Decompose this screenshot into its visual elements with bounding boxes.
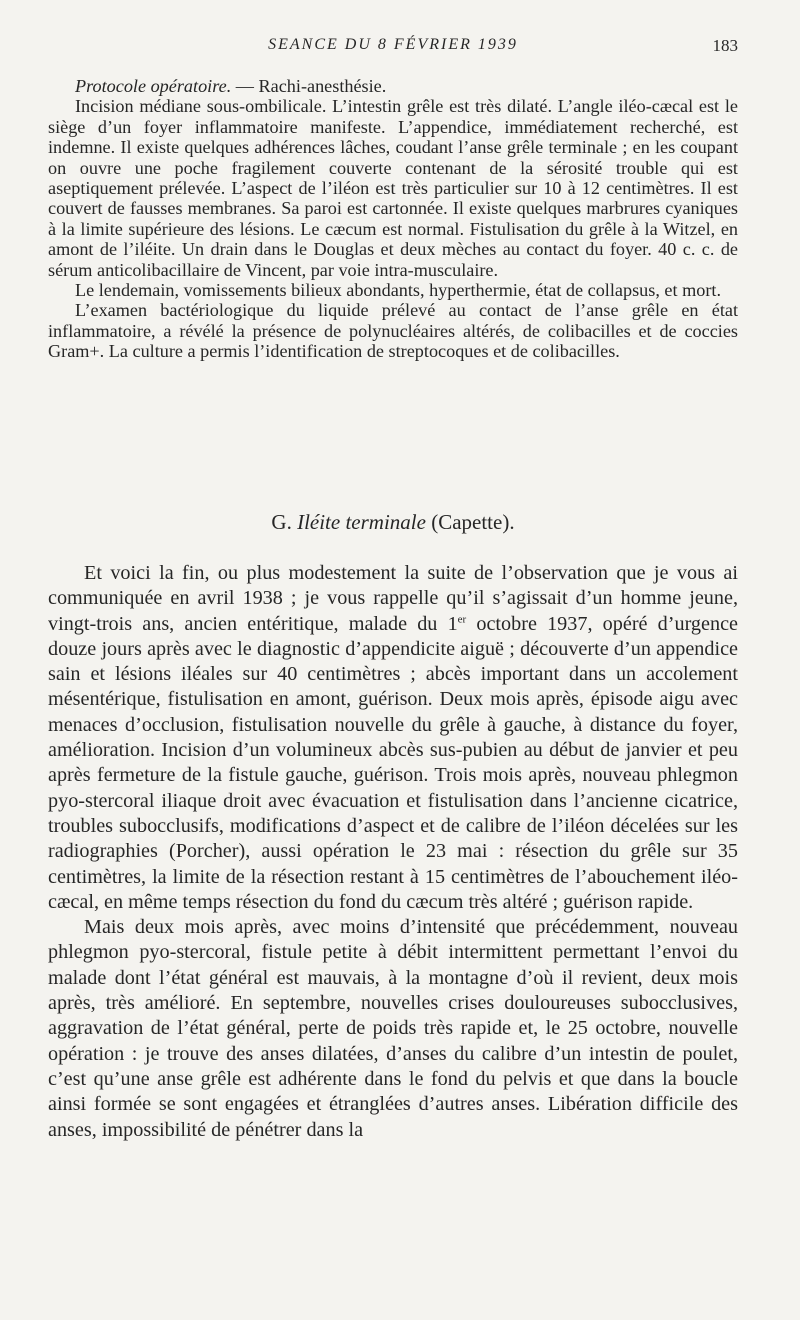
page-number: 183 bbox=[712, 36, 738, 55]
protocol-title-paragraph bbox=[48, 76, 738, 96]
ordinal-superscript: er bbox=[457, 612, 467, 625]
protocol-paragraph: Le lendemain, vomissements bilieux abondants, hyperthermie, état de collapsus, et mort. bbox=[75, 280, 721, 301]
section-letter: G. bbox=[271, 510, 292, 534]
protocol-label: Protocole opératoire. bbox=[75, 76, 232, 96]
protocol-anesthesia: — Rachi-anesthésie. bbox=[231, 76, 387, 96]
page-header bbox=[48, 34, 738, 58]
body-paragraph: Mais deux mois après, avec moins d’intensité que précédemment, nouveau phlegmon pyo-stercoral, fistule petite à débit intermittent permettant l’envoi du malade dont l’état général est mauvais, à la montagne d’où il revient, deux mois après, très amélioré. En septembre, nouvelles crises douloureuses subocclusives, aggravation de l’état général, perte de poids très rapide et, le 25 octobre, nouvelle opération : je trouve des anses dilatées, d’anses du calibre d’un intestin de poulet, c’est qu’une anse grêle est adhérente dans le fond du pelvis et que dans la boucle ainsi formée se sont engagées et étranglées d’autres anses. Libération difficile des anses, impossibilité de pénétrer dans la bbox=[48, 916, 738, 1141]
section-author: (Capette). bbox=[431, 510, 515, 534]
body-text: octobre 1937, opéré d’urgence douze jours après avec le diagnostic d’appendicite aiguë ; découverte d’un appendice sain et lésions iléales sur 40 centimètres ; abcès important dans un accolement mésentérique, fistulisation en amont, guérison. Deux mois après, épisode aigu avec menaces d’occlusion, fistulisation nouvelle du grêle à gauche, à distance du foyer, amélioration. Incision d’un volumineux abcès sus-pubien au début de janvier et peu après fermeture de la fistule gauche, guérison. Trois mois après, nouveau phlegmon pyo-stercoral iliaque droit avec évacuation et fistulisation dans l’ancienne cicatrice, troubles subocclusifs, modifications d’aspect et de calibre de l’iléon décelées sur les radiographies (Porcher), aussi opération le 23 mai : résection du grêle sur 35 centimètres, la limite de la résection restant à 15 centimètres de l’abouchement iléo-cæcal, en même temps résection du fond du cæcum très altéré ; guérison rapide. bbox=[48, 612, 738, 913]
protocol-paragraph: L’examen bactériologique du liquide prélevé au contact de l’anse grêle en état inflammatoire, a révélé la présence de polynucléaires altérés, de colibacilles et de coccies Gram+. La culture a permis l’identification de streptocoques et de colibacilles. bbox=[48, 300, 738, 362]
section-heading bbox=[48, 510, 738, 535]
protocol-section bbox=[48, 76, 738, 362]
protocol-paragraph: Incision médiane sous-ombilicale. L’intestin grêle est très dilaté. L’angle iléo-cæcal est le siège d’un foyer inflammatoire manifeste. L’appendice, immédiatement recherché, est indemne. Il existe quelques adhérences lâches, coudant l’anse grêle terminale ; en les coupant on ouvre une poche fragilement couverte contenant de la sérosité trouble qui est aseptiquement prélevée. L’aspect de l’iléon est très particulier sur 10 à 12 centimètres. Il est couvert de fausses membranes. Sa paroi est cartonnée. Il existe quelques marbrures cyaniques à la limite supérieure des lésions. Le cæcum est normal. Fistulisation du grêle à la Witzel, en amont de l’iléite. Un drain dans le Douglas et deux mèches au contact du foyer. 40 c. c. de sérum anticolibacillaire de Vincent, par voie intra-musculaire. bbox=[48, 96, 738, 280]
observation-body bbox=[48, 561, 738, 1143]
section-title: Iléite terminale bbox=[297, 510, 426, 534]
running-head: SEANCE DU 8 FÉVRIER 1939 bbox=[268, 36, 518, 53]
body-paragraph bbox=[48, 561, 738, 915]
body-text: Et voici la fin, ou plus modestement la suite de l’observation que je vous ai communiquée en avril 1938 ; je vous rappelle qu’il s’agissait d’un homme jeune, vingt-trois ans, ancien entéritique, malade du 1 bbox=[48, 562, 738, 635]
